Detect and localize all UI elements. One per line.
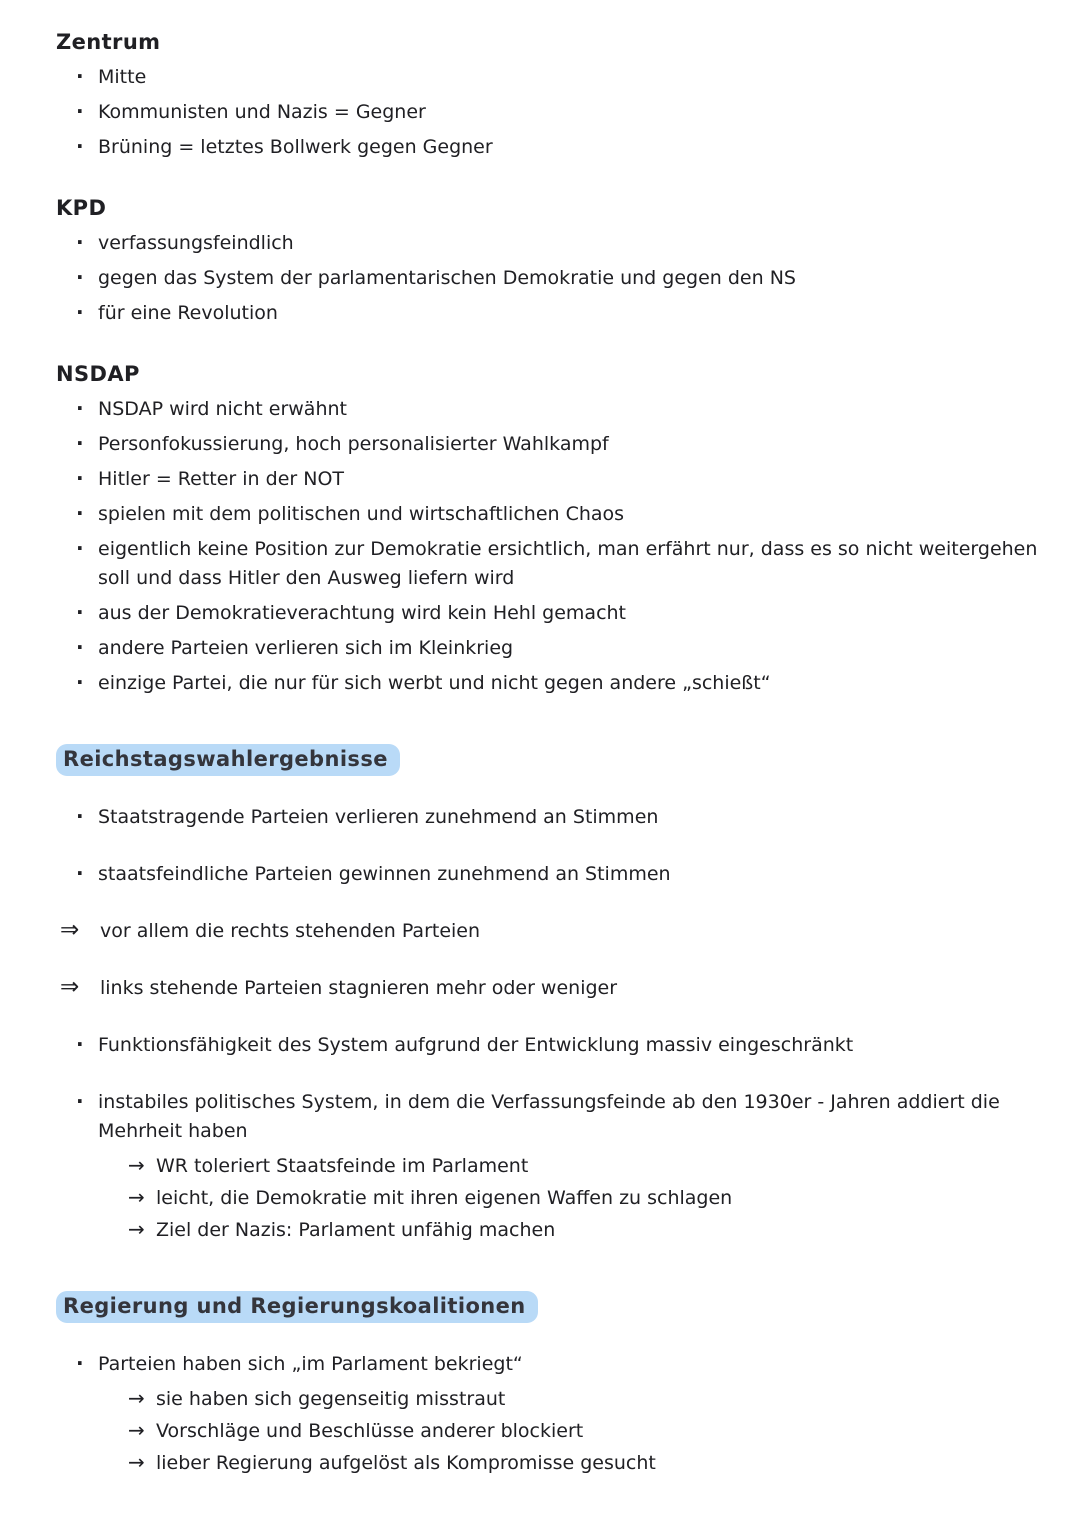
list-item <box>76 263 1040 293</box>
note-line <box>76 1030 1040 1060</box>
note-text: instabiles politisches System, in dem die Verfassungsfeinde ab den 1930er - Jahren addiert die Mehrheit haben <box>98 1091 1000 1142</box>
note-text: Hitler = Retter in der NOT <box>98 468 345 490</box>
list-item <box>76 598 1040 628</box>
list-item <box>76 859 1040 889</box>
section-items <box>56 394 1040 698</box>
highlighted-section-heading: Regierung und Regierungskoalitionen <box>56 1291 538 1323</box>
section-heading: Zentrum <box>56 30 161 54</box>
note-line <box>76 534 1040 593</box>
list-item <box>76 62 1040 92</box>
sub-items <box>76 1146 1040 1245</box>
note-line <box>60 973 1040 1003</box>
note-text: einzige Partei, die nur für sich werbt und nicht gegen andere „schießt“ <box>98 672 771 694</box>
note-text: eigentlich keine Position zur Demokratie ersichtlich, man erfährt nur, dass es so nicht weitergehen soll und dass Hitler den Ausweg liefern wird <box>98 538 1038 589</box>
note-line <box>76 464 1040 494</box>
arrow-icon: → <box>128 1450 145 1474</box>
note-text: WR toleriert Staatsfeinde im Parlament <box>156 1155 529 1177</box>
list-item <box>76 1349 1040 1478</box>
list-item <box>76 97 1040 127</box>
list-item <box>76 668 1040 698</box>
note-line <box>76 132 1040 162</box>
section-reichstagswahlergebnisse <box>56 744 1040 1245</box>
note-text: gegen das System der parlamentarischen Demokratie und gegen den NS <box>98 267 796 289</box>
note-text: Kommunisten und Nazis = Gegner <box>98 101 426 123</box>
bullet-dot-icon: · <box>76 804 84 828</box>
note-text: Mitte <box>98 66 147 88</box>
note-text: NSDAP wird nicht erwähnt <box>98 398 347 420</box>
list-item <box>60 916 1040 946</box>
note-text: andere Parteien verlieren sich im Kleinkrieg <box>98 637 514 659</box>
note-line <box>76 62 1040 92</box>
bullet-dot-icon: · <box>76 1032 84 1056</box>
bullet-dot-icon: · <box>76 670 84 694</box>
list-item <box>76 1030 1040 1060</box>
list-item <box>76 228 1040 258</box>
note-line <box>128 1416 1040 1446</box>
note-line <box>76 1349 1040 1379</box>
list-item <box>76 534 1040 593</box>
note-line <box>128 1151 1040 1181</box>
double-arrow-icon: ⇒ <box>60 974 80 1000</box>
note-line <box>76 598 1040 628</box>
list-item <box>60 973 1040 1003</box>
bullet-dot-icon: · <box>76 64 84 88</box>
section-heading: NSDAP <box>56 362 140 386</box>
bullet-dot-icon: · <box>76 501 84 525</box>
note-line <box>76 859 1040 889</box>
bullet-dot-icon: · <box>76 230 84 254</box>
note-line <box>76 429 1040 459</box>
note-text: links stehende Parteien stagnieren mehr oder weniger <box>100 977 618 999</box>
note-text: staatsfeindliche Parteien gewinnen zunehmend an Stimmen <box>98 863 671 885</box>
arrow-icon: → <box>128 1153 145 1177</box>
note-text: aus der Demokratieverachtung wird kein Hehl gemacht <box>98 602 627 624</box>
sub-items <box>76 1379 1040 1478</box>
list-item <box>76 298 1040 328</box>
note-text: Personfokussierung, hoch personalisierter Wahlkampf <box>98 433 609 455</box>
section-nsdap <box>56 362 1040 698</box>
note-line <box>76 298 1040 328</box>
note-text: Ziel der Nazis: Parlament unfähig machen <box>156 1219 556 1241</box>
bullet-dot-icon: · <box>76 861 84 885</box>
list-item <box>76 1087 1040 1245</box>
note-line <box>60 916 1040 946</box>
note-line <box>76 263 1040 293</box>
bullet-dot-icon: · <box>76 265 84 289</box>
arrow-icon: → <box>128 1185 145 1209</box>
note-line <box>76 394 1040 424</box>
section-kpd <box>56 196 1040 328</box>
list-item <box>76 802 1040 832</box>
note-line <box>76 802 1040 832</box>
list-item <box>76 394 1040 424</box>
note-text: Vorschläge und Beschlüsse anderer blockiert <box>156 1420 584 1442</box>
note-line <box>76 499 1040 529</box>
note-text: Parteien haben sich „im Parlament bekriegt“ <box>98 1353 523 1375</box>
note-text: leicht, die Demokratie mit ihren eigenen Waffen zu schlagen <box>156 1187 733 1209</box>
note-text: verfassungsfeindlich <box>98 232 294 254</box>
note-text: Funktionsfähigkeit des System aufgrund der Entwicklung massiv eingeschränkt <box>98 1034 854 1056</box>
list-item <box>76 633 1040 663</box>
section-zentrum <box>56 30 1040 162</box>
bullet-dot-icon: · <box>76 600 84 624</box>
note-text: für eine Revolution <box>98 302 278 324</box>
note-line <box>76 668 1040 698</box>
section-items <box>56 802 1040 1245</box>
section-items <box>56 62 1040 162</box>
list-item <box>76 499 1040 529</box>
note-text: Staatstragende Parteien verlieren zunehmend an Stimmen <box>98 806 659 828</box>
list-item <box>76 429 1040 459</box>
note-line <box>128 1448 1040 1478</box>
bullet-dot-icon: · <box>76 134 84 158</box>
arrow-icon: → <box>128 1418 145 1442</box>
note-text: Brüning = letztes Bollwerk gegen Gegner <box>98 136 493 158</box>
section-items <box>56 1349 1040 1478</box>
list-item <box>76 132 1040 162</box>
arrow-icon: → <box>128 1217 145 1241</box>
note-line <box>128 1183 1040 1213</box>
note-text: sie haben sich gegenseitig misstraut <box>156 1388 506 1410</box>
bullet-dot-icon: · <box>76 466 84 490</box>
bullet-dot-icon: · <box>76 536 84 560</box>
note-line <box>76 1087 1040 1146</box>
list-item <box>76 464 1040 494</box>
bullet-dot-icon: · <box>76 300 84 324</box>
bullet-dot-icon: · <box>76 1089 84 1113</box>
note-text: lieber Regierung aufgelöst als Kompromisse gesucht <box>156 1452 656 1474</box>
highlighted-section-heading: Reichstagswahlergebnisse <box>56 744 400 776</box>
note-line <box>76 97 1040 127</box>
note-text: spielen mit dem politischen und wirtschaftlichen Chaos <box>98 503 625 525</box>
note-line <box>76 633 1040 663</box>
section-regierung <box>56 1291 1040 1478</box>
note-line <box>76 228 1040 258</box>
section-items <box>56 228 1040 328</box>
bullet-dot-icon: · <box>76 431 84 455</box>
bullet-dot-icon: · <box>76 99 84 123</box>
double-arrow-icon: ⇒ <box>60 917 80 943</box>
note-line <box>128 1384 1040 1414</box>
bullet-dot-icon: · <box>76 396 84 420</box>
note-text: vor allem die rechts stehenden Parteien <box>100 920 481 942</box>
bullet-dot-icon: · <box>76 1351 84 1375</box>
arrow-icon: → <box>128 1386 145 1410</box>
bullet-dot-icon: · <box>76 635 84 659</box>
note-line <box>128 1215 1040 1245</box>
section-heading: KPD <box>56 196 107 220</box>
